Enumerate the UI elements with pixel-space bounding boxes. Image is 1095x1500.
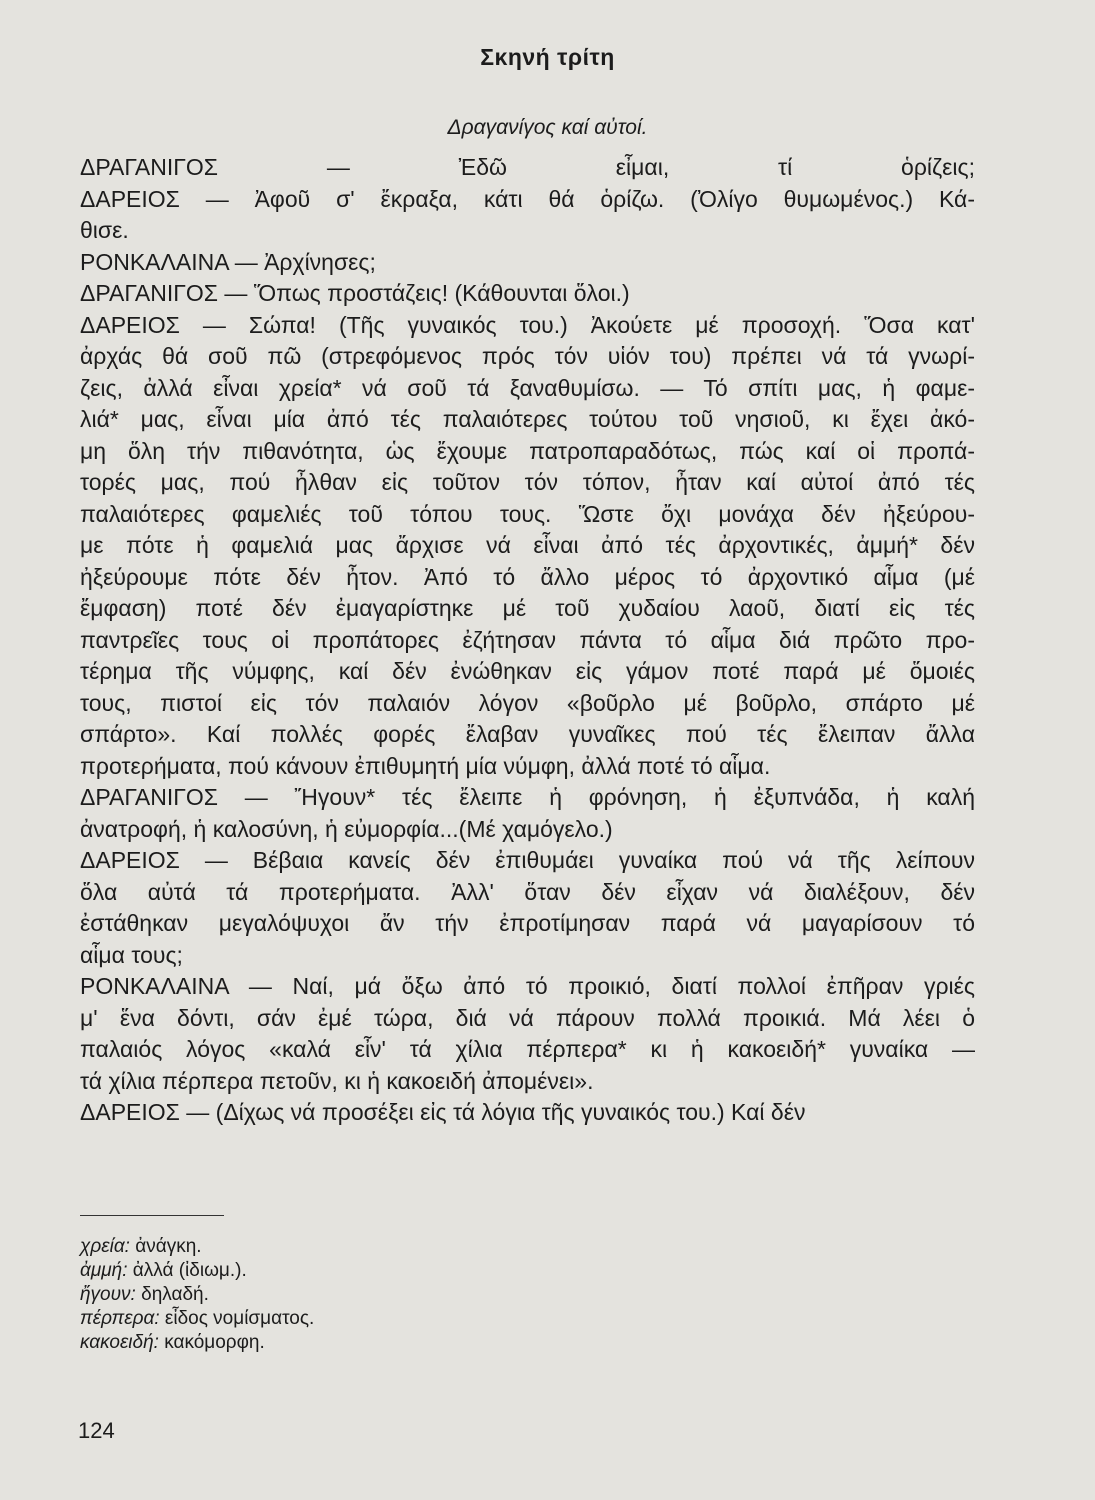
text-line: ἀνατροφή, ἡ καλοσύνη, ἡ εὐμορφία...(Μέ χαμόγελο.) <box>80 815 613 842</box>
text-line: ἔμφαση) ποτέ δέν ἐμαγαρίστηκε μέ τοῦ χυδαίου λαοῦ, διατί εἰς τές <box>80 595 975 621</box>
footnote-definition: ἀνάγκη. <box>135 1236 202 1257</box>
footnote-term: ἀμμή: <box>80 1260 128 1281</box>
stage-direction: Δραγανίγος καί αὐτοί. <box>447 116 648 139</box>
text-line: ΡΟΝΚΑΛΑΙΝΑ — Ἀρχίνησες; <box>80 248 376 275</box>
text-line: ἠξεύρουμε πότε δέν ἦτον. Ἀπό τό ἄλλο μέρος τό ἀρχοντικό αἷμα (μέ <box>80 563 975 590</box>
text-line: παντρεῖες τους οἱ προπάτορες ἐζήτησαν πάντα τό αἷμα διά πρῶτο προ- <box>80 626 975 653</box>
text-line: ΔΡΑΓΑΝΙΓΟΣ — Ἐδῶ εἶμαι, τί ὁρίζεις; <box>80 154 975 180</box>
text-line: ἐστάθηκαν μεγαλόψυχοι ἄν τήν ἐπροτίμησαν παρά νά μαγαρίσουν τό <box>80 910 975 936</box>
footnotes <box>80 1235 680 1355</box>
text-line: λιά* μας, εἶναι μία ἀπό τές παλαιότερες τούτου τοῦ νησιοῦ, κι ἔχει ἀκό- <box>80 406 975 432</box>
dialogue-body <box>80 152 975 1129</box>
footnote-definition: δηλαδή. <box>141 1284 209 1305</box>
text-line: τους, πιστοί εἰς τόν παλαιόν λόγον «βοῦρλο μέ βοῦρλο, σπάρτο μέ <box>80 689 975 716</box>
text-line: ΔΑΡΕΙΟΣ — Ἀφοῦ σ' ἔκραξα, κάτι θά ὁρίζω. (Ὀλίγο θυμωμένος.) Κά- <box>80 185 975 212</box>
text-line: με πότε ἡ φαμελιά μας ἄρχισε νά εἶναι ἀπό τές ἀρχοντικές, ἀμμή* δέν <box>80 532 975 558</box>
text-line: προτερήματα, πού κάνουν ἐπιθυμητή μία νύμφη, ἀλλά ποτέ τό αἷμα. <box>80 752 771 779</box>
footnote-term: κακοειδή: <box>80 1332 159 1353</box>
text-line: ΔΑΡΕΙΟΣ — Βέβαια κανείς δέν ἐπιθυμάει γυναίκα πού νά τῆς λείπουν <box>80 847 975 873</box>
footnote-definition: κακόμορφη. <box>164 1332 265 1353</box>
text-line: τέρημα τῆς νύμφης, καί δέν ἐνώθηκαν εἰς γάμον ποτέ παρά μέ ὅμοιές <box>80 658 975 684</box>
footnote-definition: εἶδος νομίσματος. <box>164 1308 315 1329</box>
footnote-term: ἤγουν: <box>80 1284 136 1305</box>
page-number: 124 <box>78 1418 115 1443</box>
text-line: ΔΡΑΓΑΝΙΓΟΣ — Ἤγουν* τές ἔλειπε ἡ φρόνηση, ἡ ἐξυπνάδα, ἡ καλή <box>80 784 975 810</box>
footnote <box>80 1235 680 1259</box>
footnote-definition: ἀλλά (ἰδιωμ.). <box>132 1260 247 1281</box>
footnote <box>80 1307 680 1331</box>
text-line: μ' ἕνα δόντι, σάν ἐμέ τώρα, διά νά πάρουν πολλά προικιά. Μά λέει ὁ <box>80 1004 975 1031</box>
text-line: παλαιότερες φαμελιές τοῦ τόπου τους. Ὥστε ὄχι μονάχα δέν ἠξεύρου- <box>80 500 975 527</box>
text-line: ζεις, ἀλλά εἶναι χρεία* νά σοῦ τά ξαναθυμίσω. — Τό σπίτι μας, ἡ φαμε- <box>80 374 975 401</box>
text-line: σπάρτο». Καί πολλές φορές ἔλαβαν γυναῖκες πού τές ἔλειπαν ἄλλα <box>80 721 975 747</box>
text-line: τά χίλια πέρπερα πετοῦν, κι ἡ κακοειδή ἀπομένει». <box>80 1067 594 1094</box>
text-line: ΡΟΝΚΑΛΑΙΝΑ — Ναί, μά ὄξω ἀπό τό προικιό, διατί πολλοί ἐπῆραν γριές <box>80 973 975 999</box>
footnote-term: χρεία: <box>80 1236 130 1257</box>
scene-heading: Σκηνή τρίτη <box>480 44 615 70</box>
text-line: ΔΡΑΓΑΝΙΓΟΣ — Ὅπως προστάζεις! (Κάθουνται ὅλοι.) <box>80 280 630 306</box>
text-line: παλαιός λόγος «καλά εἶν' τά χίλια πέρπερα* κι ἡ κακοειδή* γυναίκα — <box>80 1036 975 1062</box>
text-line: ἀρχάς θά σοῦ πῶ (στρεφόμενος πρός τόν υἱόν του) πρέπει νά τά γνωρί- <box>80 343 975 369</box>
footnote-divider <box>80 1215 224 1216</box>
text-line: ΔΑΡΕΙΟΣ — (Δίχως νά προσέξει εἰς τά λόγια τῆς γυναικός του.) Καί δέν <box>80 1099 806 1125</box>
text-line: ὅλα αὐτά τά προτερήματα. Ἀλλ' ὅταν δέν εἶχαν νά διαλέξουν, δέν <box>80 878 975 905</box>
text-line: μη ὅλη τήν πιθανότητα, ὡς ἔχουμε πατροπαραδότως, πώς καί οἱ προπά- <box>80 437 975 464</box>
text-line: θισε. <box>80 217 129 243</box>
footnote <box>80 1283 680 1307</box>
text-line: αἷμα τους; <box>80 941 183 968</box>
footnote <box>80 1331 680 1355</box>
footnote <box>80 1259 680 1283</box>
text-line: τορές μας, πού ἦλθαν εἰς τοῦτον τόν τόπον, ἦταν καί αὐτοί ἀπό τές <box>80 469 975 495</box>
text-line: ΔΑΡΕΙΟΣ — Σώπα! (Τῆς γυναικός του.) Ἀκούετε μέ προσοχή. Ὅσα κατ' <box>80 311 975 338</box>
footnote-term: πέρπερα: <box>80 1308 160 1329</box>
